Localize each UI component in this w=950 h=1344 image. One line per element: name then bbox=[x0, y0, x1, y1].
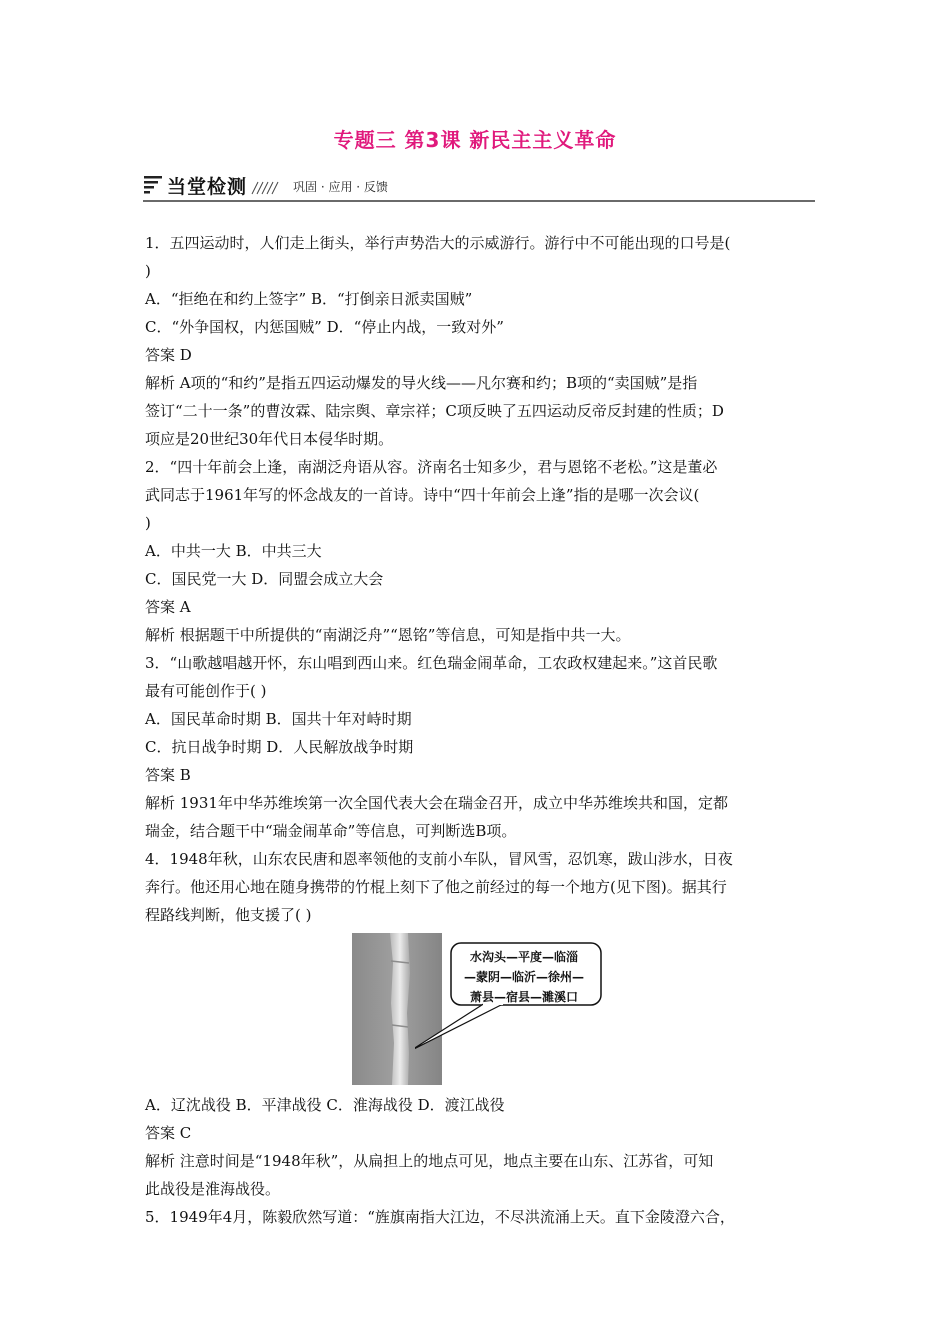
option-line: A．国民革命时期 B．国共十年对峙时期 bbox=[145, 710, 412, 728]
analysis-line: 签订“二十一条”的曹汝霖、陆宗舆、章宗祥；C项反映了五四运动反帝反封建的性质；D bbox=[145, 402, 724, 420]
text-line: ) bbox=[145, 514, 151, 532]
text-line: 3．“山歌越唱越开怀，东山唱到西山来。红色瑞金闹革命，工农政权建起来。”这首民歌 bbox=[145, 654, 718, 672]
text-line: 2．“四十年前会上逢，南湖泛舟语从容。济南名士知多少，君与恩铭不老松。”这是董必 bbox=[145, 458, 718, 476]
banner-subtitle: 巩固 · 应用 · 反馈 bbox=[293, 180, 388, 194]
text-line: 5．1949年4月，陈毅欣然写道：“旌旗南指大江边，不尽洪流涌上天。直下金陵澄六合， bbox=[145, 1208, 735, 1226]
answer-line: 答案 B bbox=[145, 766, 191, 784]
option-line: A．中共一大 B．中共三大 bbox=[145, 542, 322, 560]
text-line: 最有可能创作于( ) bbox=[145, 682, 267, 700]
question-list bbox=[145, 229, 815, 1231]
analysis-line: 解析 1931年中华苏维埃第一次全国代表大会在瑞金召开，成立中华苏维埃共和国，定都 bbox=[145, 794, 728, 812]
text-line: 1．五四运动时，人们走上街头，举行声势浩大的示威游行。游行中不可能出现的口号是( bbox=[145, 234, 731, 252]
text-line: 4．1948年秋，山东农民唐和恩率领他的支前小车队，冒风雪，忍饥寒，跋山涉水，日夜 bbox=[145, 850, 733, 868]
text-line: ) bbox=[145, 262, 151, 280]
text-line: 武同志于1961年写的怀念战友的一首诗。诗中“四十年前会上逢”指的是哪一次会议( bbox=[145, 486, 700, 504]
analysis-line: 解析 A项的“和约”是指五四运动爆发的导火线——凡尔赛和约；B项的“卖国贼”是指 bbox=[145, 374, 698, 392]
analysis-line: 此战役是淮海战役。 bbox=[145, 1180, 281, 1198]
section-banner bbox=[143, 172, 815, 202]
text-line: 奔行。他还用心地在随身携带的竹棍上刻下了他之前经过的每一个地方(见下图)。据其行 bbox=[145, 878, 727, 896]
text-line: 程路线判断，他支援了( ) bbox=[145, 906, 312, 924]
analysis-line: 解析 根据题干中所提供的“南湖泛舟”“恩铭”等信息，可知是指中共一大。 bbox=[145, 626, 631, 644]
route-line: 水沟头—平度—临淄 bbox=[469, 950, 578, 964]
callout-text bbox=[451, 947, 597, 1007]
option-line: C．国民党一大 D．同盟会成立大会 bbox=[145, 570, 384, 588]
route-line: —蒙阴—临沂—徐州— bbox=[463, 970, 584, 984]
slash-decoration-icon bbox=[249, 180, 289, 196]
answer-line: 答案 A bbox=[145, 598, 191, 616]
page-title: 专题三 第3课 新民主主义革命 bbox=[333, 128, 617, 152]
answer-line: 答案 C bbox=[145, 1124, 192, 1142]
option-line: C．抗日战争时期 D．人民解放战争时期 bbox=[145, 738, 414, 756]
option-line: C．“外争国权，内惩国贼” D．“停止内战，一致对外” bbox=[145, 318, 504, 336]
analysis-line: 解析 注意时间是“1948年秋”，从扁担上的地点可见，地点主要在山东、江苏省，可知 bbox=[145, 1152, 714, 1170]
banner-label: 当堂检测 bbox=[167, 176, 248, 198]
option-line: A．“拒绝在和约上签字” B．“打倒亲日派卖国贼” bbox=[145, 290, 473, 308]
bamboo-stick-figure bbox=[145, 933, 815, 1085]
route-line: 萧县—宿县—濉溪口 bbox=[469, 990, 578, 1004]
option-line: A．辽沈战役 B．平津战役 C．淮海战役 D．渡江战役 bbox=[145, 1096, 505, 1114]
analysis-line: 项应是20世纪30年代日本侵华时期。 bbox=[145, 430, 394, 448]
analysis-line: 瑞金，结合题干中“瑞金闹革命”等信息，可判断选B项。 bbox=[145, 822, 517, 840]
stripes-icon bbox=[144, 174, 164, 196]
answer-line: 答案 D bbox=[145, 346, 192, 364]
